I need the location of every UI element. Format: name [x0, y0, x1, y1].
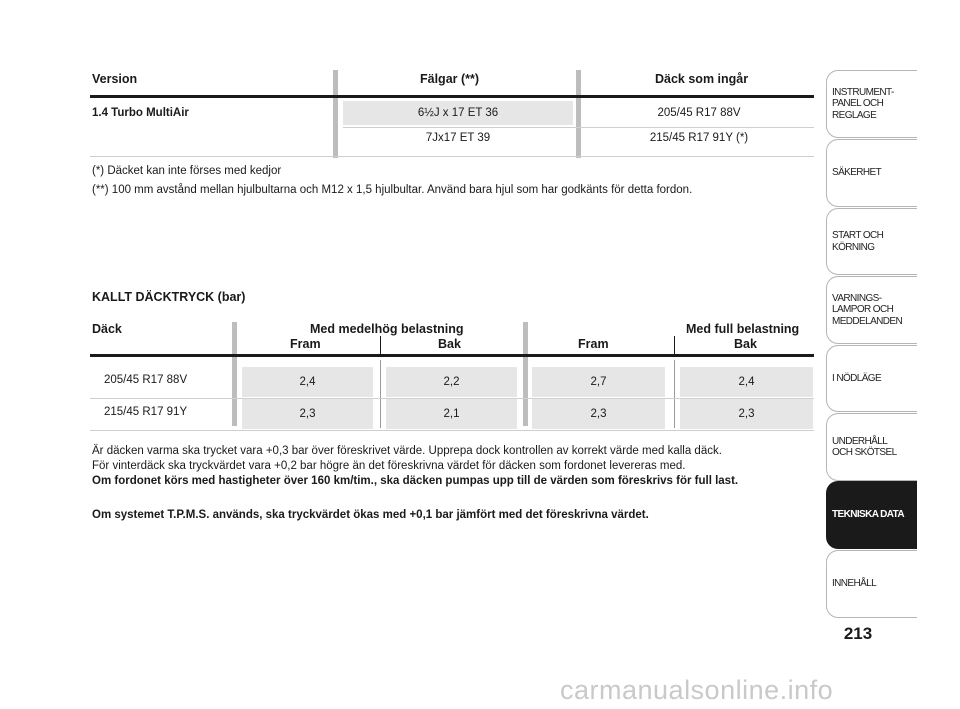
table-header-rule — [90, 95, 814, 98]
tab-maintenance[interactable]: UNDERHÅLL OCH SKÖTSEL — [826, 413, 917, 481]
column-divider — [523, 322, 528, 426]
header-full-load: Med full belastning — [686, 322, 800, 336]
section-title: KALLT DÄCKTRYCK (bar) — [92, 290, 246, 304]
header-version: Version — [92, 72, 138, 86]
paragraph-tpms: Om systemet T.P.M.S. används, ska tryckvärdet ökas med +0,1 bar jämfört med det föreskrivna värdet. — [92, 509, 649, 521]
tab-safety[interactable]: SÄKERHET — [826, 139, 917, 207]
pressure-cell: 2,7 — [532, 367, 665, 397]
header-tyre: Däck — [92, 322, 122, 336]
pressure-cell: 2,2 — [386, 367, 517, 397]
pressure-cell: 2,3 — [532, 399, 665, 429]
tyre-size-label: 215/45 R17 91Y — [104, 406, 188, 418]
tab-emergency[interactable]: I NÖDLÄGE — [826, 345, 917, 412]
paragraph-warm-tyres: Är däcken varma ska trycket vara +0,3 bar över föreskrivet värde. Upprepa dock kontrollen av korrekt värde med kalla däck. — [92, 445, 722, 457]
tyre-cell: 205/45 R17 88V — [657, 107, 741, 119]
column-divider — [333, 70, 338, 158]
header-rear: Bak — [734, 337, 757, 351]
header-rear: Bak — [438, 337, 461, 351]
tab-starting-driving[interactable]: START OCH KÖRNING — [826, 208, 917, 275]
version-cell: 1.4 Turbo MultiAir — [92, 107, 189, 119]
paragraph-high-speed: Om fordonet körs med hastigheter över 160 km/tim., ska däcken pumpas upp till de värden som föreskrivs för full last. — [92, 475, 739, 487]
page-number: 213 — [843, 624, 873, 643]
tab-instrument-panel[interactable]: INSTRUMENT- PANEL OCH REGLAGE — [826, 70, 917, 138]
footnote-chains: (*) Däcket kan inte förses med kedjor — [92, 165, 282, 177]
cell-divider — [674, 360, 675, 428]
column-divider — [232, 322, 237, 426]
header-front: Fram — [578, 337, 609, 351]
header-tyres: Däck som ingår — [655, 72, 749, 86]
row-separator — [90, 430, 814, 431]
header-medium-load: Med medelhög belastning — [310, 322, 464, 336]
pressure-cell: 2,3 — [680, 399, 813, 429]
tab-index[interactable]: INNEHÅLL — [826, 550, 917, 618]
table-header-rule — [90, 354, 814, 357]
tyre-cell: 215/45 R17 91Y (*) — [649, 132, 749, 144]
cell-divider — [380, 360, 381, 428]
pressure-cell: 2,3 — [242, 399, 373, 429]
header-rims: Fälgar (**) — [420, 72, 480, 86]
row-separator — [343, 127, 814, 128]
column-divider — [576, 70, 581, 158]
watermark: carmanualsonline.info — [560, 675, 834, 705]
rim-cell: 6½J x 17 ET 36 — [417, 107, 499, 119]
header-front: Fram — [290, 337, 321, 351]
tyre-size-label: 205/45 R17 88V — [104, 374, 188, 386]
pressure-cell: 2,1 — [386, 399, 517, 429]
pressure-cell: 2,4 — [242, 367, 373, 397]
pressure-cell: 2,4 — [680, 367, 813, 397]
rim-cell: 7Jx17 ET 39 — [425, 132, 491, 144]
paragraph-winter-tyres: För vinterdäck ska tryckvärdet vara +0,2 bar högre än det föreskrivna värdet för däcken som fordonet levereras med. — [92, 460, 686, 472]
tab-technical-data[interactable]: TEKNISKA DATA — [826, 481, 917, 549]
row-separator — [90, 156, 814, 157]
footnote-bolts: (**) 100 mm avstånd mellan hjulbultarna och M12 x 1,5 hjulbultar. Använd bara hjul som har godkänts för detta fordon. — [92, 184, 693, 196]
tab-warning-lights[interactable]: VARNINGS- LAMPOR OCH MEDDELANDEN — [826, 276, 917, 344]
